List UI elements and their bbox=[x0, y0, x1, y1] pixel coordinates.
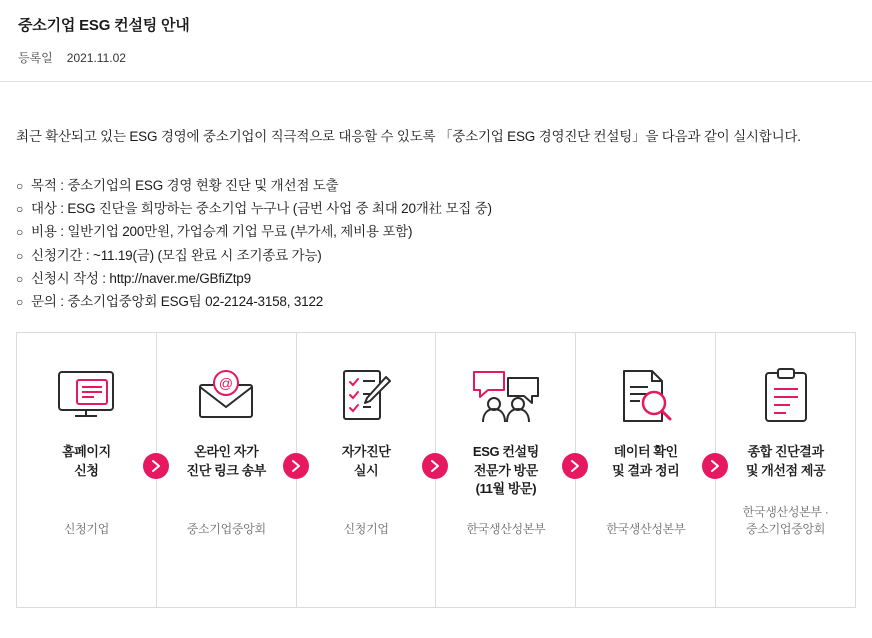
flow-step-org: 한국생산성본부 bbox=[606, 522, 686, 537]
chevron-right-icon bbox=[143, 453, 169, 479]
page-title: 중소기업 ESG 컨설팅 안내 bbox=[18, 17, 190, 34]
flow-step-label: 온라인 자가 진단 링크 송부 bbox=[186, 443, 266, 478]
document-body bbox=[0, 126, 872, 608]
flow-step-label: 홈페이지 신청 bbox=[62, 443, 111, 478]
flow-step-org: 신청기업 bbox=[63, 522, 109, 537]
bullet-marker-icon: ○ bbox=[16, 225, 24, 240]
flow-step-label: ESG 컨설팅 전문가 방문 (11월 방문) bbox=[472, 443, 539, 497]
flow-step-label: 자가진단 실시 bbox=[341, 443, 391, 478]
list-item-text: 신청기간 : ~11.19(금) (모집 완료 시 조기종료 가능) bbox=[31, 247, 322, 263]
flow-step-6 bbox=[716, 333, 855, 607]
flow-step-org: 한국생산성본부 bbox=[466, 522, 546, 537]
flow-step-org: 신청기업 bbox=[343, 522, 389, 537]
chevron-right-icon bbox=[702, 453, 728, 479]
list-item-text: 대상 : ESG 진단을 희망하는 중소기업 누구나 (금번 사업 중 최대 20개社 모집 중) bbox=[31, 200, 492, 216]
flow-step-3 bbox=[297, 333, 437, 607]
bullet-marker-icon: ○ bbox=[16, 178, 24, 193]
checklist-pencil-icon bbox=[338, 359, 394, 433]
list-item-text: 목적 : 중소기업의 ESG 경영 현황 진단 및 개선점 도출 bbox=[31, 177, 339, 193]
list-item bbox=[16, 244, 856, 267]
posted-date-label: 등록일 bbox=[18, 51, 53, 65]
detail-list bbox=[16, 174, 856, 314]
document-search-icon bbox=[616, 359, 676, 433]
bullet-marker-icon: ○ bbox=[16, 201, 24, 216]
clipboard-report-icon bbox=[760, 359, 812, 433]
flow-step-label: 데이터 확인 및 결과 정리 bbox=[612, 443, 680, 478]
list-item-text: 비용 : 일반기업 200만원, 가업승계 기업 무료 (부가세, 제비용 포함) bbox=[31, 224, 413, 240]
document-header bbox=[0, 0, 872, 82]
chevron-right-icon bbox=[422, 453, 448, 479]
flow-step-org: 중소기업중앙회 bbox=[186, 522, 266, 537]
flow-step-1 bbox=[17, 333, 157, 607]
list-item bbox=[16, 220, 856, 243]
list-item-text: 문의 : 중소기업중앙회 ESG팀 02-2124-3158, 3122 bbox=[31, 294, 324, 310]
meta-row bbox=[18, 49, 854, 66]
posted-date-value: 2021.11.02 bbox=[66, 50, 126, 65]
list-item bbox=[16, 197, 856, 220]
intro-paragraph: 최근 확산되고 있는 ESG 경영에 중소기업이 직극적으로 대응할 수 있도록 「중소기업 ESG 경영진단 컨설팅」을 다음과 같이 실시합니다. bbox=[16, 129, 801, 144]
bullet-marker-icon: ○ bbox=[16, 295, 24, 310]
list-item bbox=[16, 290, 856, 313]
flow-step-org: 한국생산성본부 · 중소기업중앙회 bbox=[742, 504, 829, 537]
flow-step-label: 종합 진단결과 및 개선점 제공 bbox=[745, 443, 826, 478]
process-flow-diagram bbox=[16, 332, 856, 608]
monitor-application-icon bbox=[55, 359, 117, 433]
list-item-text-link[interactable]: 신청시 작성 : http://naver.me/GBfiZtp9 bbox=[31, 270, 251, 286]
list-item bbox=[16, 267, 856, 290]
bullet-marker-icon: ○ bbox=[16, 248, 24, 263]
email-envelope-icon bbox=[194, 359, 258, 433]
consulting-people-icon bbox=[470, 359, 542, 433]
list-item bbox=[16, 174, 856, 197]
flow-step-2 bbox=[157, 333, 297, 607]
flow-step-4 bbox=[436, 333, 576, 607]
bullet-marker-icon: ○ bbox=[16, 271, 24, 286]
flow-step-5 bbox=[576, 333, 716, 607]
chevron-right-icon bbox=[562, 453, 588, 479]
svg-text:@: @ bbox=[219, 374, 234, 391]
chevron-right-icon bbox=[283, 453, 309, 479]
